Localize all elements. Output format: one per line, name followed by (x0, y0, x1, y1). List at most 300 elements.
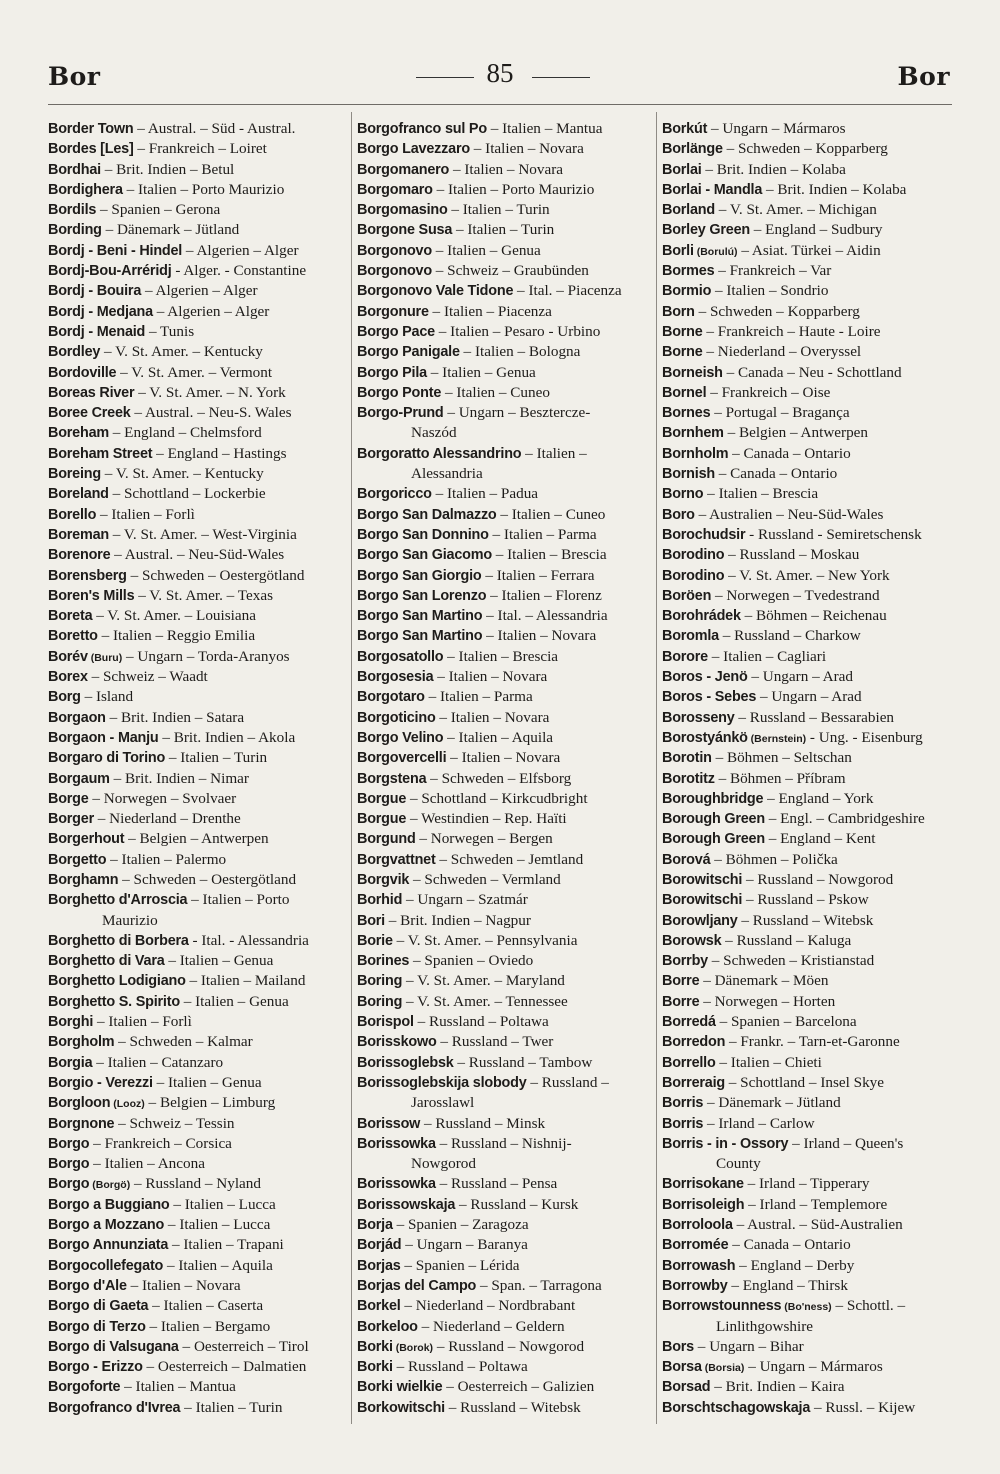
gazetteer-entry (48, 180, 348, 200)
place-name: Borley Green (662, 222, 750, 239)
location-text: – Tunis (145, 322, 195, 340)
gazetteer-entry (48, 119, 348, 139)
place-name: Borkút (662, 121, 708, 137)
location-text: – Böhmen – Seltschan (711, 749, 852, 767)
gazetteer-entry (48, 1235, 348, 1255)
place-name: Boreham Street (48, 445, 153, 462)
gazetteer-entry (48, 545, 348, 565)
gazetteer-entry (48, 525, 348, 545)
place-name: Borostyánkö (662, 729, 748, 746)
place-name: Borgloon (48, 1095, 111, 1112)
location-text: – Belgien – Limburg (144, 1094, 276, 1112)
location-text: – Russland – Poltawa (413, 1013, 549, 1031)
location-text: – Russland – Nishnij- (435, 1134, 572, 1152)
location-text: – Island (80, 688, 134, 706)
gazetteer-entry (357, 606, 655, 626)
gazetteer-entry (48, 1154, 348, 1174)
gazetteer-entry (662, 1134, 964, 1154)
location-text: – Italien – Catanzaro (92, 1053, 224, 1071)
gazetteer-entry (357, 890, 655, 910)
gazetteer-entry (48, 363, 348, 383)
gazetteer-entry (357, 1195, 655, 1215)
location-text: – Italien – Piacenza (428, 302, 552, 320)
gazetteer-entry (662, 464, 964, 484)
place-name: Bornel (662, 384, 707, 401)
place-name: Borough Green (662, 811, 765, 828)
location-text: – Italien – Parma (488, 525, 597, 543)
location-text: – Italien – Novara (126, 1276, 241, 1294)
location-text: – England – Chelmsford (108, 424, 262, 442)
location-text: - Alger. - Constantine (171, 262, 307, 280)
location-text: – Irland – Carlow (703, 1114, 815, 1132)
location-text: – Belgien – Antwerpen (723, 424, 869, 442)
gazetteer-entry (662, 1398, 964, 1418)
place-name: Borgo San Donnino (357, 526, 489, 543)
place-name: Borgo Ponte (357, 384, 442, 401)
gazetteer-entry (662, 708, 964, 728)
place-name: Boreham (48, 425, 109, 442)
place-name: Boros - Sebes (662, 689, 757, 706)
location-text: – Canada – Ontario (714, 465, 838, 483)
page-number: 85 (486, 58, 514, 88)
continuation-text: Naszód (411, 424, 457, 442)
place-name: Borgo d'Ale (48, 1277, 127, 1294)
gazetteer-entry (357, 1337, 655, 1357)
gazetteer-entry (357, 302, 655, 322)
location-text: – Schottland – Kirkcudbright (406, 789, 588, 807)
place-name: Borris (662, 1095, 704, 1112)
gazetteer-entry (357, 1134, 655, 1154)
gazetteer-entry (662, 667, 964, 687)
location-text: – Böhmen – Příbram (714, 769, 846, 787)
place-name: Bormio (662, 283, 712, 300)
header-divider (48, 104, 952, 105)
gazetteer-entry (662, 1114, 964, 1134)
place-name: Bordj-Bou-Arréridj (48, 263, 172, 280)
location-text: – Böhmen – Reichenau (740, 607, 887, 625)
entry-continuation (357, 464, 655, 484)
location-text: – Italien – Genua (152, 1073, 262, 1091)
place-name: Borghetto S. Spirito (48, 993, 180, 1010)
gazetteer-entry (662, 1256, 964, 1276)
location-text: – V. St. Amer. – Vermont (116, 363, 273, 381)
location-text: – Italien – Florenz (486, 586, 602, 604)
place-name: Borochudsir (662, 526, 746, 543)
location-text: – Italien – Palermo (106, 850, 227, 868)
column-divider (656, 112, 657, 1424)
gazetteer-entry (662, 890, 964, 910)
location-text: – Brit. Indien – Betul (100, 160, 235, 178)
entry-continuation (662, 1317, 964, 1337)
place-name: Borgstena (357, 770, 427, 787)
gazetteer-entry (48, 870, 348, 890)
gazetteer-entry (662, 911, 964, 931)
gazetteer-entry (357, 220, 655, 240)
gazetteer-entry (662, 322, 964, 342)
gazetteer-entry (48, 890, 348, 910)
location-text: – V. St. Amer. – Kentucky (100, 343, 263, 361)
place-name: Borgo Pila (357, 364, 427, 381)
gazetteer-entry (662, 383, 964, 403)
gazetteer-entry (357, 1317, 655, 1337)
place-name: Borgotaro (357, 689, 425, 706)
gazetteer-entry (48, 971, 348, 991)
location-text: – Schweden – Jemtland (435, 850, 584, 868)
place-name: Borotitz (662, 770, 715, 787)
gazetteer-entry (357, 789, 655, 809)
location-text: – Böhmen – Polička (710, 850, 838, 868)
gazetteer-entry (662, 484, 964, 504)
location-text: – Russland – Tambow (453, 1053, 593, 1071)
location-text: – Brit. Indien – Kaira (710, 1378, 845, 1396)
location-text: - Russland - Semiretschensk (745, 525, 922, 543)
location-text: – Brit. Indien – Nimar (109, 769, 249, 787)
location-text: – Italien – Genua (426, 363, 536, 381)
location-text: – Norwegen – Horten (699, 992, 836, 1010)
place-name: Borki (357, 1338, 393, 1355)
place-name: Borová (662, 851, 711, 868)
location-text: – Niederland – Drenthe (93, 810, 241, 828)
place-name: Borrisokane (662, 1176, 744, 1193)
place-name: Borki wielkie (357, 1379, 443, 1396)
place-name: Borgund (357, 831, 416, 848)
place-name: Borissoglebsk (357, 1054, 454, 1071)
location-text: – England – York (763, 789, 874, 807)
gazetteer-entry (48, 1357, 348, 1377)
location-text: – Russland – Kaluga (721, 931, 852, 949)
gazetteer-entry (48, 444, 348, 464)
place-name: Bordes [Les] (48, 141, 134, 158)
entry-continuation (662, 1154, 964, 1174)
gazetteer-entry (662, 220, 964, 240)
location-text: – England – Derby (735, 1256, 855, 1274)
gazetteer-entry (48, 484, 348, 504)
gazetteer-entry (48, 1012, 348, 1032)
gazetteer-entry (662, 728, 964, 748)
gazetteer-entry (662, 363, 964, 383)
place-name: Borowsk (662, 932, 722, 949)
gazetteer-entry (48, 1296, 348, 1316)
place-name: Borger (48, 811, 94, 828)
place-name: Borgosesia (357, 669, 434, 686)
location-text: – V. St. Amer. – New York (724, 566, 890, 584)
gazetteer-entry (357, 1032, 655, 1052)
gazetteer-entry (48, 789, 348, 809)
place-name: Borgo Pace (357, 323, 435, 340)
place-name: Borja (357, 1217, 393, 1234)
place-name: Boreland (48, 486, 109, 503)
location-text: – Russl. – Kijew (810, 1398, 916, 1416)
location-text: – Italien – Turin (447, 201, 550, 219)
entry-column-1 (48, 119, 348, 1418)
place-name: Borrby (662, 953, 708, 970)
location-text: – Algerien – Alger (152, 302, 270, 320)
location-text: – Italien – Ferrara (481, 566, 595, 584)
location-text: – England – Sudbury (749, 221, 883, 239)
location-text: – Italien – Aquila (163, 1256, 273, 1274)
place-name: Borrowby (662, 1277, 728, 1294)
place-name: Borgomasino (357, 202, 448, 219)
gazetteer-entry (662, 1357, 964, 1377)
gazetteer-entry (48, 829, 348, 849)
gazetteer-entry (662, 119, 964, 139)
gazetteer-entry (357, 383, 655, 403)
gazetteer-entry (662, 829, 964, 849)
place-name: Borgaon (48, 709, 106, 726)
location-text: – Asiat. Türkei – Aidin (737, 241, 881, 259)
place-name: Borgofranco d'Ivrea (48, 1399, 181, 1416)
entry-continuation (357, 423, 655, 443)
gazetteer-entry (48, 647, 348, 667)
gazetteer-entry (48, 342, 348, 362)
gazetteer-entry (662, 525, 964, 545)
gazetteer-entry (357, 545, 655, 565)
place-name: Borotin (662, 750, 712, 767)
gazetteer-entry (357, 687, 655, 707)
gazetteer-entry (662, 281, 964, 301)
location-text: – Schweiz – Waadt (87, 668, 208, 686)
place-name: Borensberg (48, 567, 127, 584)
gazetteer-entry (662, 626, 964, 646)
continuation-text: Alessandria (411, 465, 483, 483)
place-name: Boring (357, 993, 403, 1010)
gazetteer-entry (48, 1377, 348, 1397)
place-name: Borgonovo (357, 242, 432, 259)
gazetteer-entry (357, 870, 655, 890)
location-text: – Irland – Templemore (744, 1195, 888, 1213)
gazetteer-entry (662, 139, 964, 159)
continuation-text: Linlithgowshire (716, 1317, 814, 1335)
location-text: – Oesterreich – Galizien (442, 1378, 595, 1396)
location-text: – Italien – Pesaro - Urbino (434, 322, 601, 340)
header-rule-right (532, 77, 590, 78)
gazetteer-entry (48, 748, 348, 768)
place-name: Borgue (357, 811, 407, 828)
place-name: Borgoticino (357, 709, 436, 726)
location-text: – Canada – Neu - Schottland (722, 363, 902, 381)
native-name: (Borok) (392, 1341, 434, 1354)
location-text: – Belgien – Antwerpen (124, 830, 269, 848)
place-name: Borgvattnet (357, 851, 436, 868)
gazetteer-entry (662, 1053, 964, 1073)
location-text: – Niederland – Nordbrabant (400, 1297, 576, 1315)
gazetteer-entry (662, 180, 964, 200)
place-name: Boreas River (48, 384, 135, 401)
gazetteer-entry (662, 302, 964, 322)
location-text: – Austral. – Neu-Süd-Wales (110, 546, 285, 564)
location-text: – Dänemark – Möen (699, 972, 829, 990)
place-name: Boros - Jenö (662, 669, 748, 686)
place-name: Borroloola (662, 1217, 733, 1234)
place-name: Borgio - Verezzi (48, 1074, 153, 1091)
place-name: Borgofranco sul Po (357, 121, 487, 137)
gazetteer-entry (48, 1093, 348, 1113)
location-text: – Engl. – Cambridgeshire (764, 810, 925, 828)
gazetteer-entry (48, 809, 348, 829)
gazetteer-entry (48, 708, 348, 728)
gazetteer-entry (357, 484, 655, 504)
place-name: Boreing (48, 466, 101, 483)
place-name: Borowitschi (662, 871, 743, 888)
place-name: Borie (357, 932, 393, 949)
gazetteer-entry (48, 1134, 348, 1154)
place-name: Borgoricco (357, 486, 432, 503)
place-name: Bordhai (48, 161, 101, 178)
place-name: Borgo a Buggiano (48, 1196, 170, 1213)
place-name: Borgo Panigale (357, 344, 460, 361)
gazetteer-entry (357, 829, 655, 849)
place-name: Borgoratto Alessandrino (357, 445, 522, 462)
gazetteer-entry (48, 951, 348, 971)
location-text: – Frankr. – Tarn-et-Garonne (725, 1033, 900, 1051)
gazetteer-entry (48, 160, 348, 180)
gazetteer-entry (357, 505, 655, 525)
location-text: – Brit. Indien – Nagpur (384, 911, 531, 929)
location-text: – Schottl. – (831, 1297, 906, 1315)
gazetteer-entry (357, 708, 655, 728)
location-text: – Westindien – Rep. Haïti (406, 810, 567, 828)
location-text: – Italien – Caserta (148, 1297, 264, 1315)
gazetteer-entry (357, 180, 655, 200)
gazetteer-entry (48, 403, 348, 423)
gazetteer-entry (662, 789, 964, 809)
location-text: – Italien – Genua (179, 992, 289, 1010)
gazetteer-entry (357, 586, 655, 606)
gazetteer-entry (662, 261, 964, 281)
location-text: – Austral. – Süd-Australien (732, 1216, 903, 1234)
location-text: – Brit. Indien – Akola (158, 728, 296, 746)
place-name: Bordj - Menaid (48, 323, 146, 340)
gazetteer-entry (662, 566, 964, 586)
location-text: – England – Thirsk (727, 1276, 848, 1294)
entry-continuation (357, 1093, 655, 1113)
place-name: Borgoforte (48, 1379, 121, 1396)
place-name: Borkel (357, 1298, 401, 1315)
location-text: – Schweiz – Tessin (114, 1114, 235, 1132)
gazetteer-entry (48, 687, 348, 707)
gazetteer-entry (357, 1174, 655, 1194)
gazetteer-entry (662, 423, 964, 443)
continuation-text: Jarosslawl (411, 1094, 475, 1112)
gazetteer-entry (48, 464, 348, 484)
location-text: – Ungarn – Arad (747, 668, 854, 686)
place-name: Borgo San Martino (357, 628, 483, 645)
gazetteer-entry (357, 363, 655, 383)
location-text: – Algerien – Alger (141, 282, 258, 300)
gazetteer-entry (357, 850, 655, 870)
running-head-left: Bor (48, 62, 101, 91)
place-name: Bordils (48, 202, 97, 219)
location-text: – Italien – Genua (431, 241, 541, 259)
place-name: Boree Creek (48, 405, 131, 422)
location-text: – Italien – (521, 444, 587, 462)
location-text: – Italien – Ancona (89, 1155, 205, 1173)
place-name: Borghi (48, 1014, 94, 1031)
gazetteer-entry (662, 505, 964, 525)
place-name: Borghetto Lodigiano (48, 973, 186, 990)
location-text: – Russland – Twer (436, 1033, 554, 1051)
location-text: – Italien – Brescia (491, 546, 607, 564)
location-text: – Russland – Kursk (455, 1195, 579, 1213)
place-name: Borne (662, 344, 703, 361)
location-text: – Italien – Cagliari (707, 647, 827, 665)
location-text: – Spanien – Lérida (400, 1256, 520, 1274)
gazetteer-entry (662, 545, 964, 565)
place-name: Borore (662, 648, 708, 665)
gazetteer-entry (48, 1337, 348, 1357)
location-text: – Frankreich – Var (714, 262, 832, 280)
place-name: Borjád (357, 1237, 402, 1254)
place-name: Borgaro di Torino (48, 750, 166, 767)
place-name: Borghamn (48, 871, 119, 888)
place-name: Borgaon - Manju (48, 729, 159, 746)
location-text: – Australien – Neu-Süd-Wales (694, 505, 884, 523)
place-name: Borgomaro (357, 181, 433, 198)
location-text: – Spanien – Barcelona (715, 1013, 857, 1031)
gazetteer-entry (357, 951, 655, 971)
location-text: – Italien – Mantua (486, 120, 603, 137)
location-text: – V. St. Amer. – Tennessee (402, 992, 568, 1010)
gazetteer-entry (662, 647, 964, 667)
gazetteer-entry (357, 1276, 655, 1296)
place-name: Borissowka (357, 1176, 436, 1193)
gazetteer-entry (48, 281, 348, 301)
place-name: Borohrádek (662, 608, 741, 625)
place-name: Borgo Lavezzaro (357, 141, 470, 158)
gazetteer-entry (48, 220, 348, 240)
location-text: – Italien – Turin (165, 749, 268, 767)
place-name: Borromée (662, 1237, 729, 1254)
place-name: Borissoglebskija slobody (357, 1074, 527, 1091)
location-text: – Italien – Porto (187, 891, 290, 909)
gazetteer-entry (48, 1398, 348, 1418)
place-name: Borrowash (662, 1257, 736, 1274)
gazetteer-entry (357, 241, 655, 261)
place-name: Borgue (357, 790, 407, 807)
place-name: Borgo di Gaeta (48, 1298, 149, 1315)
location-text: – Canada – Ontario (728, 1236, 851, 1254)
gazetteer-entry (48, 322, 348, 342)
place-name: Borgosatollo (357, 648, 444, 665)
location-text: – Norwegen – Svolvaer (88, 789, 237, 807)
location-text: – Italien – Novara (469, 140, 584, 158)
running-head-right: Bor (897, 62, 950, 91)
gazetteer-entry (48, 931, 348, 951)
location-text: – Austral. – Neu-S. Wales (130, 404, 292, 422)
location-text: – Norwegen – Tvedestrand (711, 586, 880, 604)
place-name: Borjas (357, 1257, 401, 1274)
place-name: Bordoville (48, 364, 117, 381)
location-text: – Ungarn – Szatmár (402, 891, 528, 909)
location-text: – Schweden – Vermland (409, 870, 561, 888)
place-name: Borowitschi (662, 892, 743, 909)
location-text: – Italien – Lucca (169, 1195, 276, 1213)
gazetteer-entry (357, 647, 655, 667)
location-text: – Italien – Padua (431, 485, 539, 503)
place-name: Borgo San Giorgio (357, 567, 482, 584)
gazetteer-entry (662, 1215, 964, 1235)
location-text: – Ungarn – Torda-Aranyos (122, 647, 290, 665)
location-text: – Schweden – Oestergötland (126, 566, 305, 584)
location-text: – Schweden – Kopparberg (694, 302, 860, 320)
place-name: Borgo Annunziata (48, 1237, 169, 1254)
place-name: Bordj - Medjana (48, 303, 153, 320)
gazetteer-entry (357, 160, 655, 180)
place-name: Borex (48, 669, 88, 686)
location-text: – Russland – Poltawa (392, 1358, 528, 1376)
place-name: Bori (357, 912, 385, 929)
place-name: Borredá (662, 1014, 716, 1031)
